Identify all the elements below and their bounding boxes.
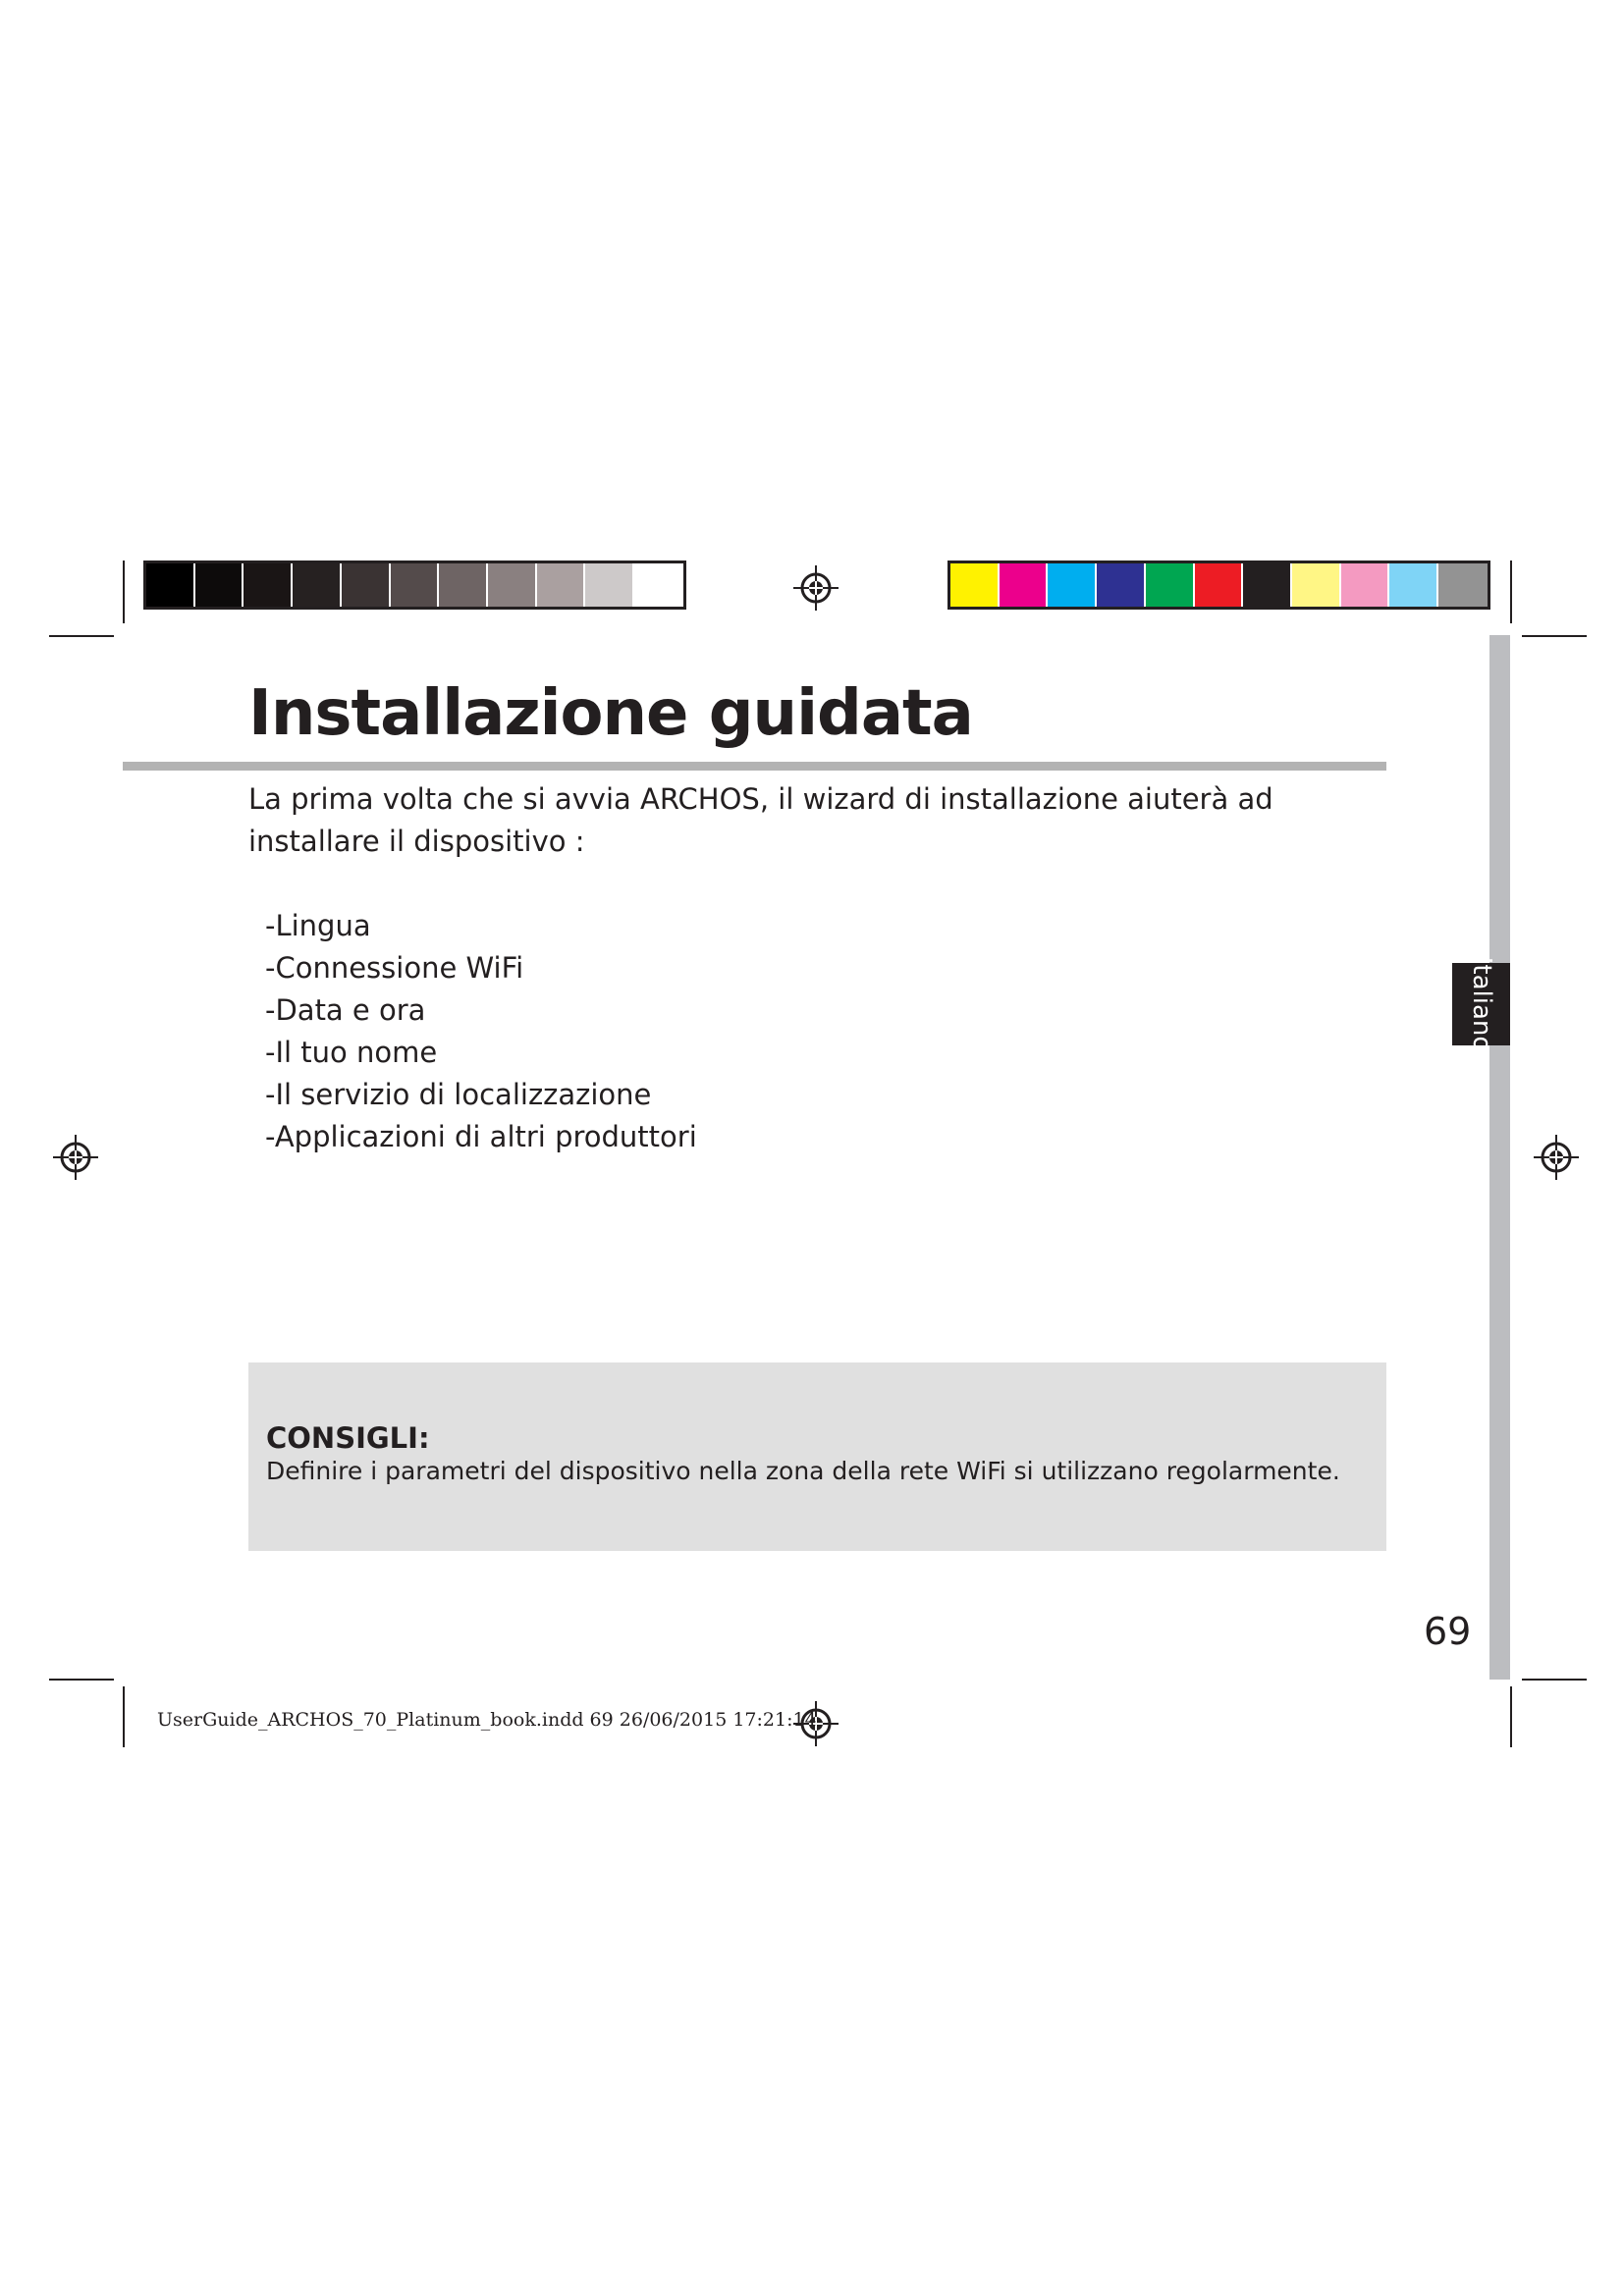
- color-swatch: [195, 563, 244, 607]
- registration-mark-icon: [53, 1135, 98, 1180]
- color-swatch: [1000, 563, 1049, 607]
- title-rule: [123, 762, 1386, 771]
- crop-mark: [49, 635, 114, 637]
- language-tab: [1452, 956, 1510, 1052]
- setup-steps-list: [265, 905, 697, 1158]
- tips-box: [248, 1362, 1386, 1551]
- page-title: Installazione guidata: [248, 677, 973, 750]
- color-swatch: [342, 563, 391, 607]
- crop-mark: [1522, 635, 1587, 637]
- crop-mark: [123, 561, 125, 623]
- language-tab-label: Italiano: [1466, 956, 1496, 1052]
- list-item: -Il servizio di localizzazione: [265, 1078, 652, 1111]
- crop-mark: [1522, 1679, 1587, 1681]
- crop-mark: [1510, 1686, 1512, 1747]
- color-swatch: [293, 563, 342, 607]
- color-swatch: [439, 563, 488, 607]
- list-item: -Applicazioni di altri produttori: [265, 1120, 697, 1153]
- color-swatch: [1292, 563, 1341, 607]
- registration-mark-icon: [1534, 1135, 1579, 1180]
- color-swatch: [146, 563, 195, 607]
- tips-body: Definire i parametri del dispositivo nella zona della rete WiFi si utilizzano regolarmente.: [266, 1457, 1340, 1485]
- tips-title: CONSIGLI:: [266, 1421, 430, 1455]
- list-item: -Il tuo nome: [265, 1036, 438, 1069]
- color-swatch: [1097, 563, 1146, 607]
- page-number: 69: [1424, 1610, 1472, 1653]
- intro-paragraph: La prima volta che si avvia ARCHOS, il wizard di installazione aiuterà ad installare il dispositivo :: [248, 782, 1273, 858]
- color-swatch: [1195, 563, 1244, 607]
- crop-mark: [123, 1686, 125, 1747]
- color-swatch: [1146, 563, 1195, 607]
- side-thumb-strip: [1489, 635, 1510, 1680]
- crop-mark: [49, 1679, 114, 1681]
- color-swatch: [391, 563, 440, 607]
- list-item: -Lingua: [265, 909, 371, 942]
- color-swatch: [1389, 563, 1438, 607]
- color-swatch: [1341, 563, 1390, 607]
- color-swatch: [244, 563, 293, 607]
- color-swatch: [1243, 563, 1292, 607]
- color-swatch: [1438, 563, 1488, 607]
- list-item: -Connessione WiFi: [265, 951, 524, 985]
- color-swatch: [488, 563, 537, 607]
- registration-mark-icon: [793, 565, 839, 611]
- grayscale-color-bar: [143, 561, 686, 610]
- color-swatch: [634, 563, 683, 607]
- slug-line: UserGuide_ARCHOS_70_Platinum_book.indd 69 26/06/2015 17:21:14: [157, 1709, 817, 1731]
- color-swatch: [950, 563, 1000, 607]
- process-color-bar: [947, 561, 1490, 610]
- color-swatch: [1048, 563, 1097, 607]
- color-swatch: [537, 563, 586, 607]
- color-swatch: [585, 563, 634, 607]
- crop-mark: [1510, 561, 1512, 623]
- list-item: -Data e ora: [265, 993, 426, 1027]
